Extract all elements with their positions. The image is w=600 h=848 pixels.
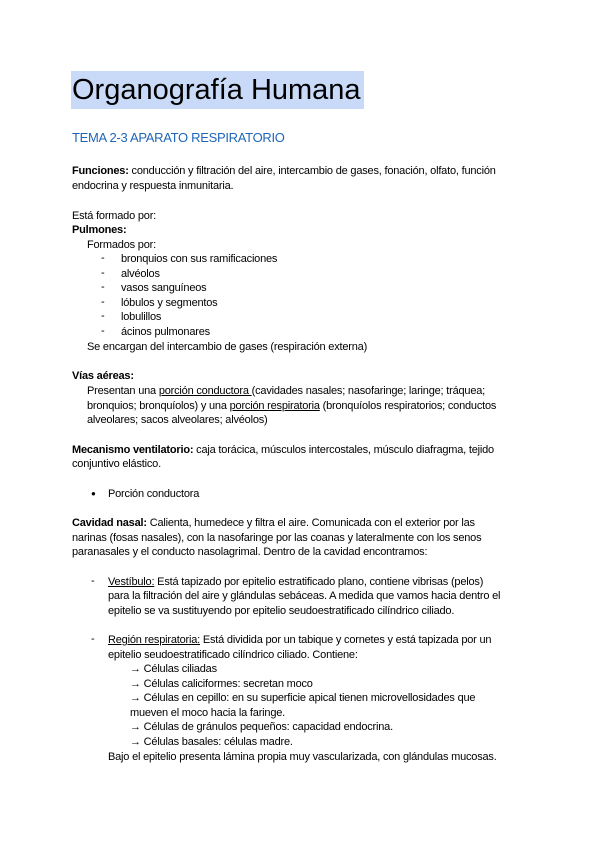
cavidad-label: Cavidad nasal:: [72, 517, 147, 529]
list-item: lobulillos: [121, 311, 162, 323]
vestibulo-line-1: Vestíbulo: Está tapizado por epitelio estratificado plano, contiene vibrisas (pelos): [108, 576, 484, 588]
list-item: ácinos pulmonares: [121, 326, 210, 338]
page-title: Organografía Humana: [71, 71, 364, 109]
region-label: Región respiratoria:: [108, 634, 200, 646]
vias-line-1: Presentan una porción conductora (cavidades nasales; nasofaringe; laringe; tráquea;: [87, 385, 486, 397]
mecanismo-line-2: conjuntivo elástico.: [72, 458, 161, 470]
cell-item-continuation: mueven el moco hacia la faringe.: [130, 707, 286, 719]
vestibulo-label: Vestíbulo:: [108, 576, 155, 588]
pulmones-intro: Formados por:: [87, 239, 156, 251]
list-dash: -: [101, 325, 105, 337]
list-dash: -: [91, 633, 95, 645]
list-item: alvéolos: [121, 268, 160, 280]
pulmones-label: Pulmones:: [72, 224, 127, 236]
region-line-2: epitelio seudoestratificado cilíndrico ciliado. Contiene:: [108, 649, 358, 661]
cavidad-line-3: paranasales y el conducto nasolagrimal. Dentro de la cavidad encontramos:: [72, 546, 428, 558]
vias-line-2: bronquios; bronquíolos) y una porción respiratoria (bronquíolos respiratorios; conductos: [87, 400, 497, 412]
list-dash: -: [101, 296, 105, 308]
region-closing: Bajo el epitelio presenta lámina propia muy vascularizada, con glándulas mucosas.: [108, 751, 497, 763]
formado-por-text: Está formado por:: [72, 210, 157, 222]
cell-item: → Células ciliadas: [130, 663, 217, 675]
list-dash: -: [101, 267, 105, 279]
vestibulo-line-3: epitelio se va sustituyendo por epitelio seudoestratificado cilíndrico ciliado.: [108, 605, 455, 617]
bullet-icon: ●: [91, 489, 96, 498]
list-dash: -: [101, 310, 105, 322]
cell-item: → Células caliciformes: secretan moco: [130, 678, 313, 690]
cell-item: → Células basales: células madre.: [130, 736, 293, 748]
cavidad-line-1: Cavidad nasal: Calienta, humedece y filtra el aire. Comunicada con el exterior por las: [72, 517, 475, 529]
list-item: lóbulos y segmentos: [121, 297, 218, 309]
mecanismo-line-1: Mecanismo ventilatorio: caja torácica, músculos intercostales, músculo diafragma, tejido: [72, 444, 494, 456]
funciones-line-2: endocrina y respuesta inmunitaria.: [72, 180, 234, 192]
list-dash: -: [101, 281, 105, 293]
list-item: bronquios con sus ramificaciones: [121, 253, 278, 265]
region-line-1: Región respiratoria: Está dividida por un tabique y cornetes y está tapizada por un: [108, 634, 492, 646]
pulmones-function: Se encargan del intercambio de gases (respiración externa): [87, 341, 368, 353]
vestibulo-line-2: para la filtración del aire y glándulas sebáceas. A medida que vamos hacia dentro el: [108, 590, 501, 602]
cavidad-line-2: narinas (fosas nasales), con la nasofaringe por las coanas y lateralmente con los senos: [72, 532, 482, 544]
cell-item: → Células de gránulos pequeños: capacidad endocrina.: [130, 721, 393, 733]
vias-line-3: alveolares; sacos alveolares; alvéolos): [87, 414, 268, 426]
porcion-conductora-item: Porción conductora: [108, 488, 200, 500]
cell-item: → Células en cepillo: en su superficie apical tienen microvellosidades que: [130, 692, 476, 704]
funciones-line-1: Funciones: conducción y filtración del aire, intercambio de gases, fonación, olfato, función: [72, 165, 496, 177]
list-dash: -: [101, 252, 105, 264]
list-dash: -: [91, 575, 95, 587]
porcion-conductora-term: porción conductora: [158, 385, 252, 397]
funciones-label: Funciones:: [72, 165, 129, 177]
list-item: vasos sanguíneos: [121, 282, 207, 294]
section-heading: TEMA 2-3 APARATO RESPIRATORIO: [72, 130, 285, 145]
vias-label: Vías aéreas:: [72, 370, 134, 382]
mecanismo-label: Mecanismo ventilatorio:: [72, 444, 194, 456]
porcion-respiratoria-term: porción respiratoria: [229, 400, 320, 412]
